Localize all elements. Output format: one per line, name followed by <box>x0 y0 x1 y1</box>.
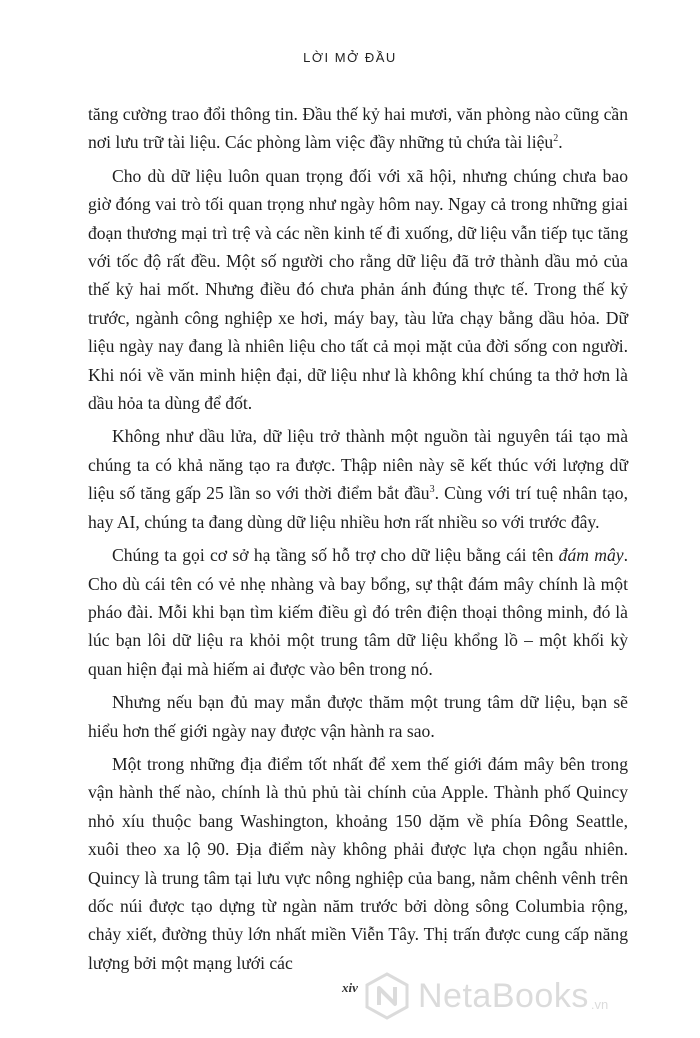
watermark <box>362 966 700 1026</box>
footnote-ref[interactable]: 2 <box>553 133 559 145</box>
paragraph: Cho dù dữ liệu luôn quan trọng đối với xã hội, nhưng chúng chưa bao giờ đóng vai trò tối quan trọng như ngày hôm nay. Ngay cả trong những giai đoạn thương mại trì trệ và các nền kinh tế đi xuống, dữ liệu vẫn tiếp tục tăng với tốc độ rất đều. Một số người cho rằng dữ liệu đã trở thành dầu mỏ của thế kỷ hai mốt. Nhưng điều đó chưa phản ánh đúng thực tế. Trong thế kỷ trước, ngành công nghiệp xe hơi, máy bay, tàu lửa chạy bằng dầu hỏa. Dữ liệu ngày nay đang là nhiên liệu cho tất cả mọi mặt của đời sống con người. Khi nói về văn minh hiện đại, dữ liệu như là không khí chúng ta thở hơn là dầu hỏa ta dùng để đốt. <box>88 165 628 414</box>
paragraph: Nhưng nếu bạn đủ may mắn được thăm một trung tâm dữ liệu, bạn sẽ hiểu hơn thế giới ngày nay được vận hành ra sao. <box>88 692 628 741</box>
paragraph: Không như dầu lửa, dữ liệu trở thành một nguồn tài nguyên tái tạo mà chúng ta có khả năng tạo ra được. Thập niên này sẽ kết thúc với lượng dữ liệu số tăng gấp 25 lần so với thời điểm bắt đầu$^3$. Cùng với trí tuệ nhân tạo, hay AI, chúng ta đang dùng dữ liệu nhiều hơn rất nhiều so với trước đây. <box>88 426 629 532</box>
body-text <box>88 100 628 982</box>
emphasis: đám mây <box>558 545 624 566</box>
netabooks-logo-icon <box>362 971 412 1021</box>
paragraph: Một trong những địa điểm tốt nhất để xem thế giới đám mây bên trong vận hành thế nào, chính là thủ phủ tài chính của Apple. Thành phố Quincy nhỏ xíu thuộc bang Washington, khoảng 150 dặm về phía Đông Seattle, xuôi theo xa lộ 90. Địa điểm này không phải được lựa chọn ngẫu nhiên. Quincy là trung tâm tại lưu vực nông nghiệp của bang, nằm chênh vênh trên dốc núi được tạo dựng từ ngàn năm trước bởi dòng sông Columbia rộng, chảy xiết, đường thủy lớn nhất miền Viễn Tây. Thị trấn được cung cấp năng lượng bởi một mạng lưới các <box>88 753 628 973</box>
watermark-domain: .vn <box>590 996 609 1012</box>
running-header: LỜI MỞ ĐẦU <box>303 50 397 65</box>
watermark-brand: NetaBooks <box>418 976 589 1015</box>
paragraph: tăng cường trao đổi thông tin. Đầu thế kỷ hai mươi, văn phòng nào cũng cần nơi lưu trữ tài liệu. Các phòng làm việc đầy những tủ chứa tài liệu$^2$. <box>88 104 628 153</box>
paragraph: Chúng ta gọi cơ sở hạ tầng số hỗ trợ cho dữ liệu bằng cái tên đám mây. Cho dù cái tên có vẻ nhẹ nhàng và bay bổng, sự thật đám mây chính là một pháo đài. Mỗi khi bạn tìm kiếm điều gì đó trên điện thoại thông minh, đó là lúc bạn lôi dữ liệu ra khỏi một trung tâm dữ liệu khổng lồ – một khối kỳ quan hiện đại mà hiếm ai được vào bên trong nó. <box>88 545 628 679</box>
footnote-ref[interactable]: 3 <box>429 484 435 496</box>
page-number: xiv <box>342 980 358 995</box>
